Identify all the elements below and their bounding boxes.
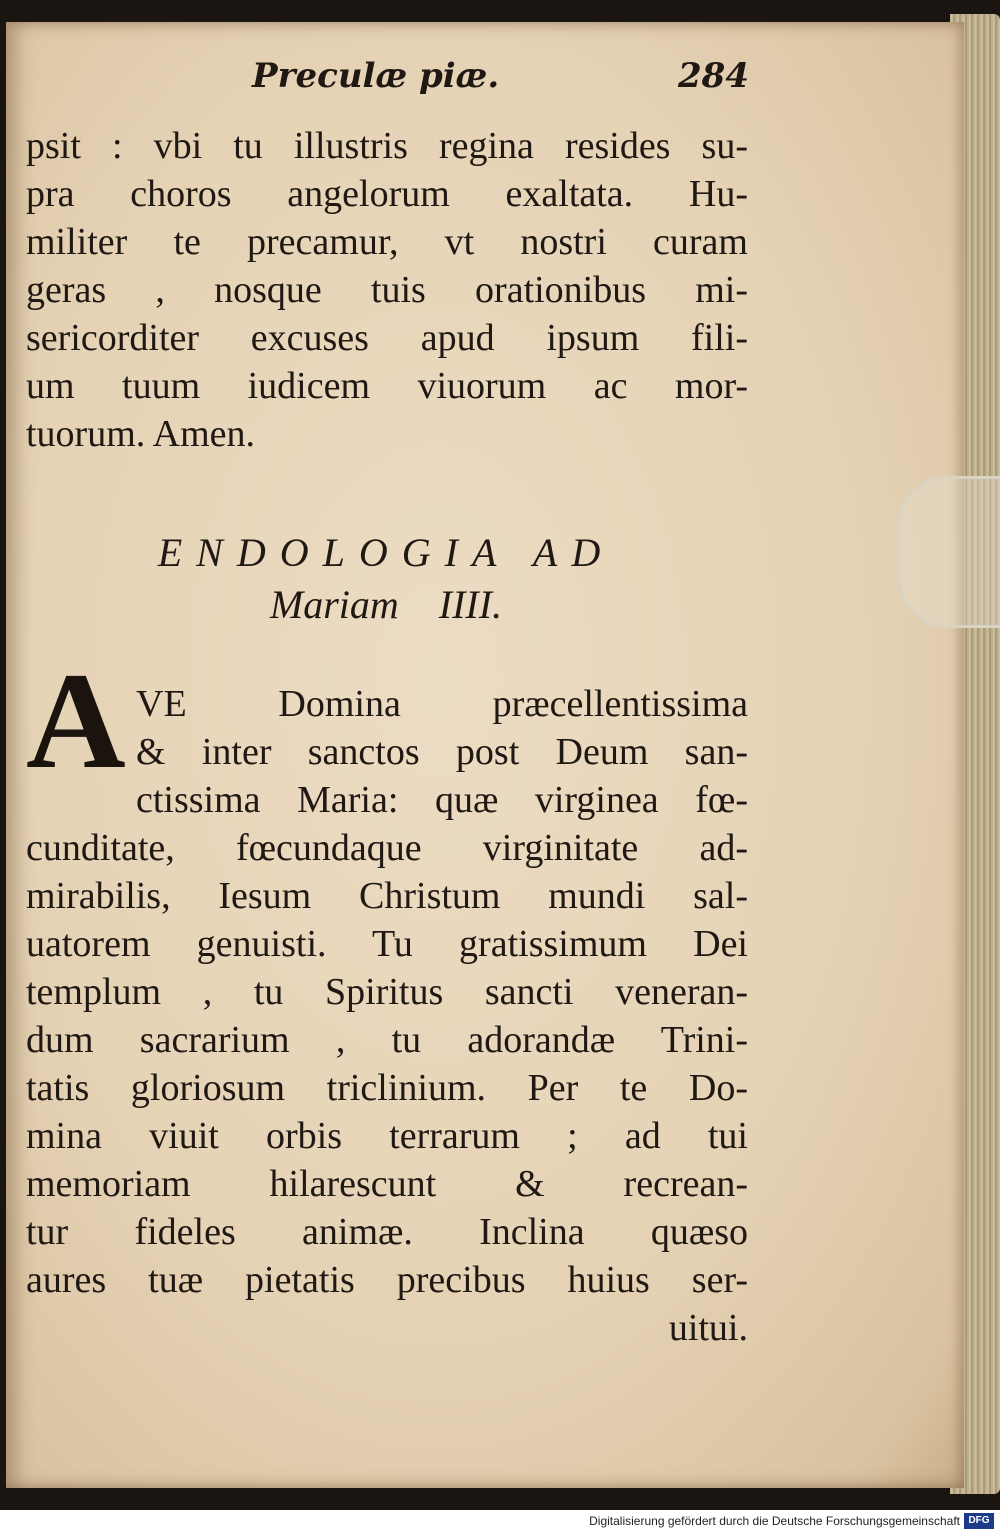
- text-line: ctissima Maria: quæ virginea fœ-: [136, 779, 748, 821]
- text-line: dum sacrarium , tu adorandæ Trini-: [26, 1019, 748, 1061]
- text-line: tur fideles animæ. Inclina quæso: [26, 1211, 748, 1253]
- running-title: Preculæ piæ.: [252, 56, 500, 96]
- book-clasp: [898, 476, 1000, 628]
- funding-credit: Digitalisierung gefördert durch die Deutsche Forschungsgemeinschaft: [589, 1514, 960, 1528]
- text-line: templum , tu Spiritus sancti veneran-: [26, 971, 748, 1013]
- text-line: geras , nosque tuis orationibus mi-: [26, 269, 748, 311]
- text-line: & inter sanctos post Deum san-: [136, 731, 748, 773]
- heading-line-2: Mariam IIII.: [269, 582, 503, 627]
- prayer-paragraph: [26, 680, 748, 1352]
- section-heading: [46, 527, 726, 631]
- page-header: [6, 56, 806, 116]
- page-number: 284: [678, 56, 749, 96]
- text-line: militer te precamur, vt nostri curam: [26, 221, 748, 263]
- text-line: psit : vbi tu illustris regina resides su-: [26, 125, 748, 167]
- text-line: pra choros angelorum exaltata. Hu-: [26, 173, 748, 215]
- dfg-logo: DFG: [964, 1513, 994, 1529]
- closing-paragraph: [26, 122, 748, 458]
- text-line: mirabilis, Iesum Christum mundi sal-: [26, 875, 748, 917]
- text-line: uatorem genuisti. Tu gratissimum Dei: [26, 923, 748, 965]
- heading-line-1: ENDOLOGIA AD: [157, 530, 615, 575]
- text-line: um tuum iudicem viuorum ac mor-: [26, 365, 748, 407]
- text-line: tatis gloriosum triclinium. Per te Do-: [26, 1067, 748, 1109]
- text-line: mina viuit orbis terrarum ; ad tui: [26, 1115, 748, 1157]
- text-line: memoriam hilarescunt & recrean-: [26, 1163, 748, 1205]
- book-page: [6, 22, 964, 1488]
- digitization-footer: [0, 1510, 1000, 1534]
- text-line: sericorditer excuses apud ipsum fili-: [26, 317, 748, 359]
- text-line: tuorum. Amen.: [26, 413, 256, 455]
- decorated-initial: A: [26, 644, 126, 797]
- text-line: aures tuæ pietatis precibus huius ser-: [26, 1259, 748, 1301]
- text-line: cunditate, fœcundaque virginitate ad-: [26, 827, 748, 869]
- catchword: uitui.: [668, 1307, 748, 1349]
- text-line: VE Domina præcellentissima: [136, 683, 748, 725]
